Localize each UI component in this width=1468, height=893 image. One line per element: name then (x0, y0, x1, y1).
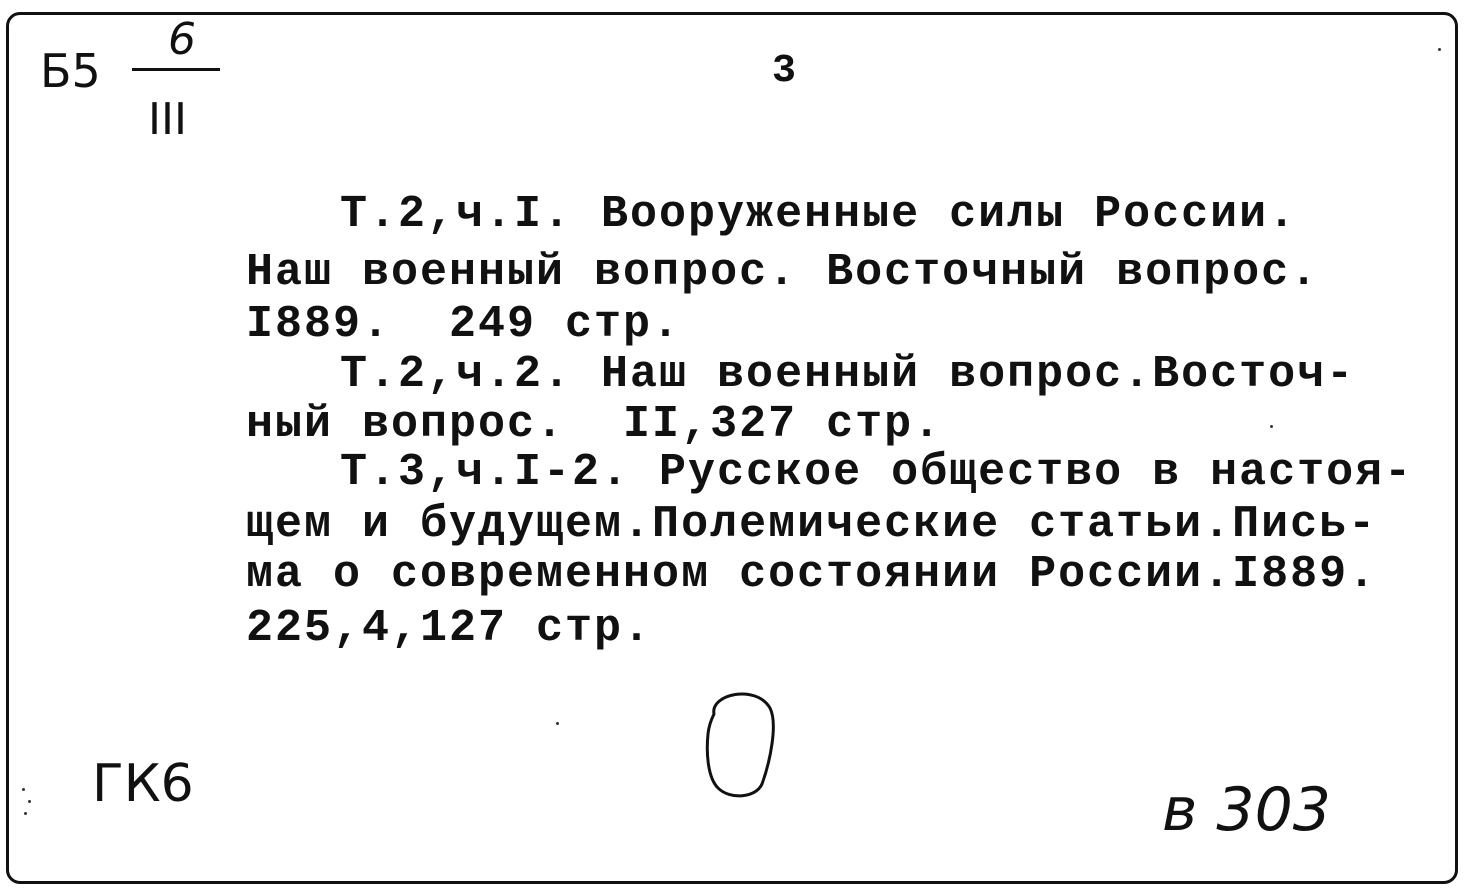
entry-line-1: Т.2,ч.I. Вооруженные силы России. (340, 189, 1298, 240)
shelfmark-numerator: 6 (168, 14, 196, 65)
entry-line-9: 225,4,127 стр. (246, 603, 653, 654)
scan-speck (22, 788, 25, 791)
entry-line-4: Т.2,ч.2. Наш военный вопрос.Восточ- (340, 349, 1356, 400)
scan-speck (28, 800, 31, 803)
inventory-mark: в 303 (1162, 775, 1331, 845)
shelfmark-denominator: III (148, 94, 187, 145)
shelfmark-fraction-line (132, 68, 220, 71)
scan-speck (556, 722, 559, 725)
shelfmark-prefix: Б5 (40, 44, 101, 98)
entry-line-6: Т.3,ч.I-2. Русское общество в настоя- (340, 447, 1414, 498)
scan-speck (24, 812, 27, 815)
scan-speck (1438, 48, 1441, 51)
entry-line-7: щем и будущем.Полемические статьи.Пись- (246, 499, 1378, 550)
punch-hole-icon (700, 684, 780, 804)
entry-line-8: ма о современном состоянии России.I889. (246, 549, 1378, 600)
entry-line-3: I889. 249 стр. (246, 299, 682, 350)
page-number: 3 (772, 49, 799, 94)
entry-line-2: Наш военный вопрос. Восточный вопрос. (246, 247, 1320, 298)
entry-line-5: ный вопрос. II,327 стр. (246, 399, 943, 450)
handwritten-code: ГК6 (92, 754, 194, 814)
scan-speck (1270, 425, 1273, 428)
